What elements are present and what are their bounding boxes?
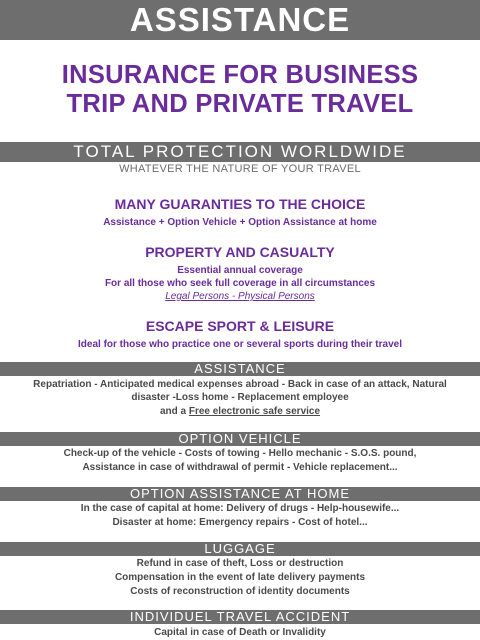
free-safe-service-link[interactable]: Free electronic safe service: [188, 406, 321, 417]
header-title: ASSISTANCE: [129, 1, 351, 38]
assistance-line-3: [0, 405, 480, 419]
luggage-bar: [0, 542, 480, 556]
luggage-line-2: Compensation in the event of late delivery payments: [114, 572, 366, 583]
property-line-1: Essential annual coverage: [177, 265, 303, 276]
header-bar: [0, 0, 480, 40]
assistance-line-3-prefix: and a: [159, 406, 189, 417]
assistance-line-2: disaster -Loss home - Replacement employee: [131, 392, 349, 403]
vehicle-title: OPTION VEHICLE: [178, 431, 302, 446]
luggage-line-3: Costs of reconstruction of identity documents: [130, 586, 350, 597]
accident-bar: [0, 610, 480, 624]
assistance-bar: [0, 362, 480, 376]
guaranties-heading: MANY GUARANTIES TO THE CHOICE: [114, 196, 366, 212]
home-bar: [0, 487, 480, 501]
assistance-title: ASSISTANCE: [194, 361, 286, 376]
accident-title: INDIVIDUEL TRAVEL ACCIDENT: [129, 609, 351, 624]
vehicle-line-1: Check-up of the vehicle - Costs of towing - Hello mechanic - S.O.S. pound,: [63, 448, 417, 459]
vehicle-bar: [0, 432, 480, 446]
vehicle-line-2: Assistance in case of withdrawal of permit - Vehicle replacement...: [82, 462, 398, 473]
headline-line-2: TRIP AND PRIVATE TRAVEL: [66, 90, 414, 118]
escape-text: Ideal for those who practice one or several sports during their travel: [78, 339, 402, 350]
home-title: OPTION ASSISTANCE AT HOME: [129, 486, 351, 501]
protection-band: [0, 142, 480, 162]
guaranties-text: Assistance + Option Vehicle + Option Assistance at home: [103, 217, 377, 228]
accident-line-1: Capital in case of Death or Invalidity: [154, 627, 326, 638]
home-line-2: Disaster at home: Emergency repairs - Cost of hotel...: [112, 517, 368, 528]
headline: [0, 61, 480, 119]
escape-heading: ESCAPE SPORT & LEISURE: [145, 318, 335, 334]
luggage-line-1: Refund in case of theft, Loss or destruction: [136, 558, 344, 569]
assistance-line-1: Repatriation - Anticipated medical expenses abroad - Back in case of an attack, Natural: [33, 379, 447, 390]
luggage-title: LUGGAGE: [204, 541, 276, 556]
protection-title: TOTAL PROTECTION WORLDWIDE: [73, 142, 407, 161]
property-heading: PROPERTY AND CASUALTY: [145, 244, 335, 260]
property-line-2: For all those who seek full coverage in all circumstances: [104, 278, 376, 289]
legal-physical-persons-link[interactable]: Legal Persons - Physical Persons: [165, 291, 315, 302]
home-line-1: In the case of capital at home: Delivery of drugs - Help-housewife...: [80, 503, 400, 514]
protection-subtitle: WHATEVER THE NATURE OF YOUR TRAVEL: [119, 163, 361, 175]
headline-line-1: INSURANCE FOR BUSINESS: [61, 61, 419, 89]
